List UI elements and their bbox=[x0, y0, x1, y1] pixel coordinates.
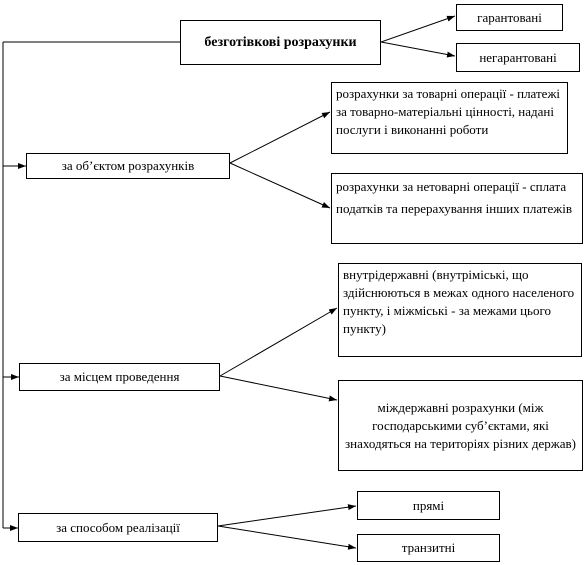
category-place-label: за місцем проведення bbox=[59, 369, 180, 384]
arrow-to-domestic bbox=[220, 308, 337, 376]
category-place bbox=[19, 363, 220, 391]
node-domestic-text: внутрідержавні (внутріміські, що здійснюються в межах одного населеного пункту, і міжміські - за межами цього пункту) bbox=[343, 267, 575, 336]
category-object-label: за об’єктом розрахунків bbox=[61, 158, 195, 173]
node-non-guaranteed bbox=[456, 43, 580, 72]
node-transit-label: транзитні bbox=[401, 540, 456, 555]
node-interstate bbox=[338, 380, 583, 471]
node-non-guaranteed-label: негарантовані bbox=[479, 49, 557, 65]
root-node-label: безготівкові розрахунки bbox=[204, 34, 357, 50]
root-node bbox=[180, 20, 381, 65]
node-commodity-operations-text: розрахунки за товарні операції - платежі за товарно-матеріальні цінності, надані послуги і виконанні роботи bbox=[336, 86, 561, 137]
arrow-to-commodity bbox=[230, 112, 330, 163]
node-non-commodity-operations-text: розрахунки за нетоварні операції - сплата податків та перерахування інших платежів bbox=[336, 179, 572, 216]
node-direct bbox=[357, 491, 500, 520]
node-interstate-text: міждержавні розрахунки (між господарськими суб’єктами, які знаходяться на територіях різних держав) bbox=[345, 399, 576, 451]
category-object bbox=[26, 153, 230, 179]
category-method bbox=[18, 513, 218, 542]
category-method-label: за способом реалізації bbox=[56, 519, 180, 535]
node-commodity-operations bbox=[331, 82, 568, 154]
node-transit bbox=[357, 534, 500, 562]
node-guaranteed-label: гарантовані bbox=[477, 9, 542, 25]
node-guaranteed bbox=[456, 4, 563, 31]
arrow-to-interstate bbox=[220, 376, 337, 400]
arrow-to-non-guaranteed bbox=[381, 42, 455, 56]
node-domestic bbox=[338, 263, 582, 357]
arrow-to-direct bbox=[218, 506, 356, 526]
arrow-to-transit bbox=[218, 526, 356, 548]
node-non-commodity-operations bbox=[331, 173, 583, 244]
node-direct-label: прямі bbox=[412, 497, 445, 513]
arrow-to-non-commodity bbox=[230, 163, 330, 208]
arrow-to-guaranteed bbox=[381, 16, 455, 42]
